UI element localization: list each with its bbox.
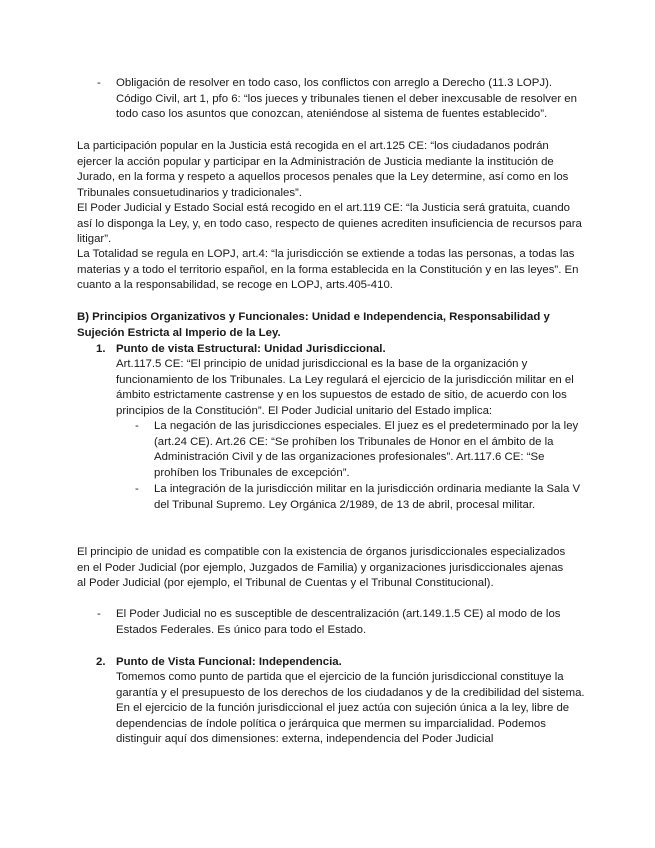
item2-number: 2. <box>96 656 106 668</box>
bullet-descentralizacion-text: El Poder Judicial no es susceptible de descentralización (art.149.1.5 CE) al modo de los Estados Federales. Es único para todo el Estado. <box>116 608 561 636</box>
paragraph-estado-social: El Poder Judicial y Estado Social está recogido en el art.119 CE: “la Justicia será gratuita, cuando así lo disponga la Ley, y, en todo caso, respecto de quienes acrediten insuficiencia de recursos para litigar”. <box>77 202 582 246</box>
item1-title: Punto de vista Estructural: Unidad Jurisdiccional. <box>116 343 386 355</box>
sub-bullet-marker: - <box>135 420 139 432</box>
paragraph-participacion: La participación popular en la Justicia está recogida en el art.125 CE: “los ciudadanos podrán ejercer la acción popular y participar en la Administración de Justicia mediante la institución de Jurado, en la forma y respeto a aquellos procesos penales que la Ley determine, así como en los Tribunales consuetudinarios y tradicionales”. <box>77 140 569 199</box>
item1-number: 1. <box>96 343 106 355</box>
bullet-marker: - <box>97 608 101 620</box>
item2-title: Punto de Vista Funcional: Independencia. <box>116 656 342 668</box>
sub-bullet-integracion: La integración de la jurisdicción militar en la jurisdicción ordinaria mediante la Sala V del Tribunal Supremo. Ley Orgánica 2/1989, de 13 de abril, procesal militar. <box>154 483 581 511</box>
item1-body: Art.117.5 CE: “El principio de unidad jurisdiccional es la base de la organización y funcionamiento de los Tribunales. La Ley regulará el ejercicio de la jurisdicción militar en el ámbito estrictamente castrense y en los supuestos de estado de sitio, de acuerdo con los principios de la Constitución”. El Poder Judicial unitario del Estado implica: <box>116 358 574 417</box>
bullet-marker: - <box>97 77 101 89</box>
paragraph-totalidad: La Totalidad se regula en LOPJ, art.4: “la jurisdicción se extiende a todas las personas, a todas las materias y a todo el territorio español, en la forma establecida en la Constitución y en las leyes”. En cuanto a la responsabilidad, se recoge en LOPJ, arts.405-410. <box>77 248 579 292</box>
bullet-obligacion-text: Obligación de resolver en todo caso, los conflictos con arreglo a Derecho (11.3 LOPJ). Código Civil, art 1, pfo 6: “los jueces y tribunales tienen el deber inexcusable de resolver en todo caso los asuntos que conozcan, ateniéndose al sistema de fuentes establecido”. <box>116 77 577 121</box>
sub-bullet-negacion: La negación de las jurisdicciones especiales. El juez es el predeterminado por la ley (art.24 CE). Art.26 CE: “Se prohíben los Tribunales de Honor en el ámbito de la Administración Civil y de las organizaciones profesionales”. Art.117.6 CE: “Se prohíben los Tribunales de excepción”. <box>154 420 579 479</box>
sub-bullet-marker: - <box>135 483 139 495</box>
item2-body: Tomemos como punto de partida que el ejercicio de la función jurisdiccional constituye la garantía y el presupuesto de los derechos de los ciudadanos y de la credibilidad del sistema. En el ejercicio de la función jurisdiccional el juez actúa con sujeción única a la ley, libre de dependencias de índole política o jerárquica que mermen su imparcialidad. Podemos distinguir aquí dos dimensiones: externa, independencia del Poder Judicial <box>116 671 585 746</box>
paragraph-unidad: El principio de unidad es compatible con la existencia de órganos jurisdiccionales especializados en el Poder Judicial (por ejemplo, Juzgados de Familia) y organizaciones jurisdiccionales ajenas al Poder Judicial (por ejemplo, el Tribunal de Cuentas y el Tribunal Constitucional). <box>77 546 566 590</box>
section-heading-b: B) Principios Organizativos y Funcionales: Unidad e Independencia, Responsabilidad y Sujeción Estricta al Imperio de la Ley. <box>77 311 550 339</box>
